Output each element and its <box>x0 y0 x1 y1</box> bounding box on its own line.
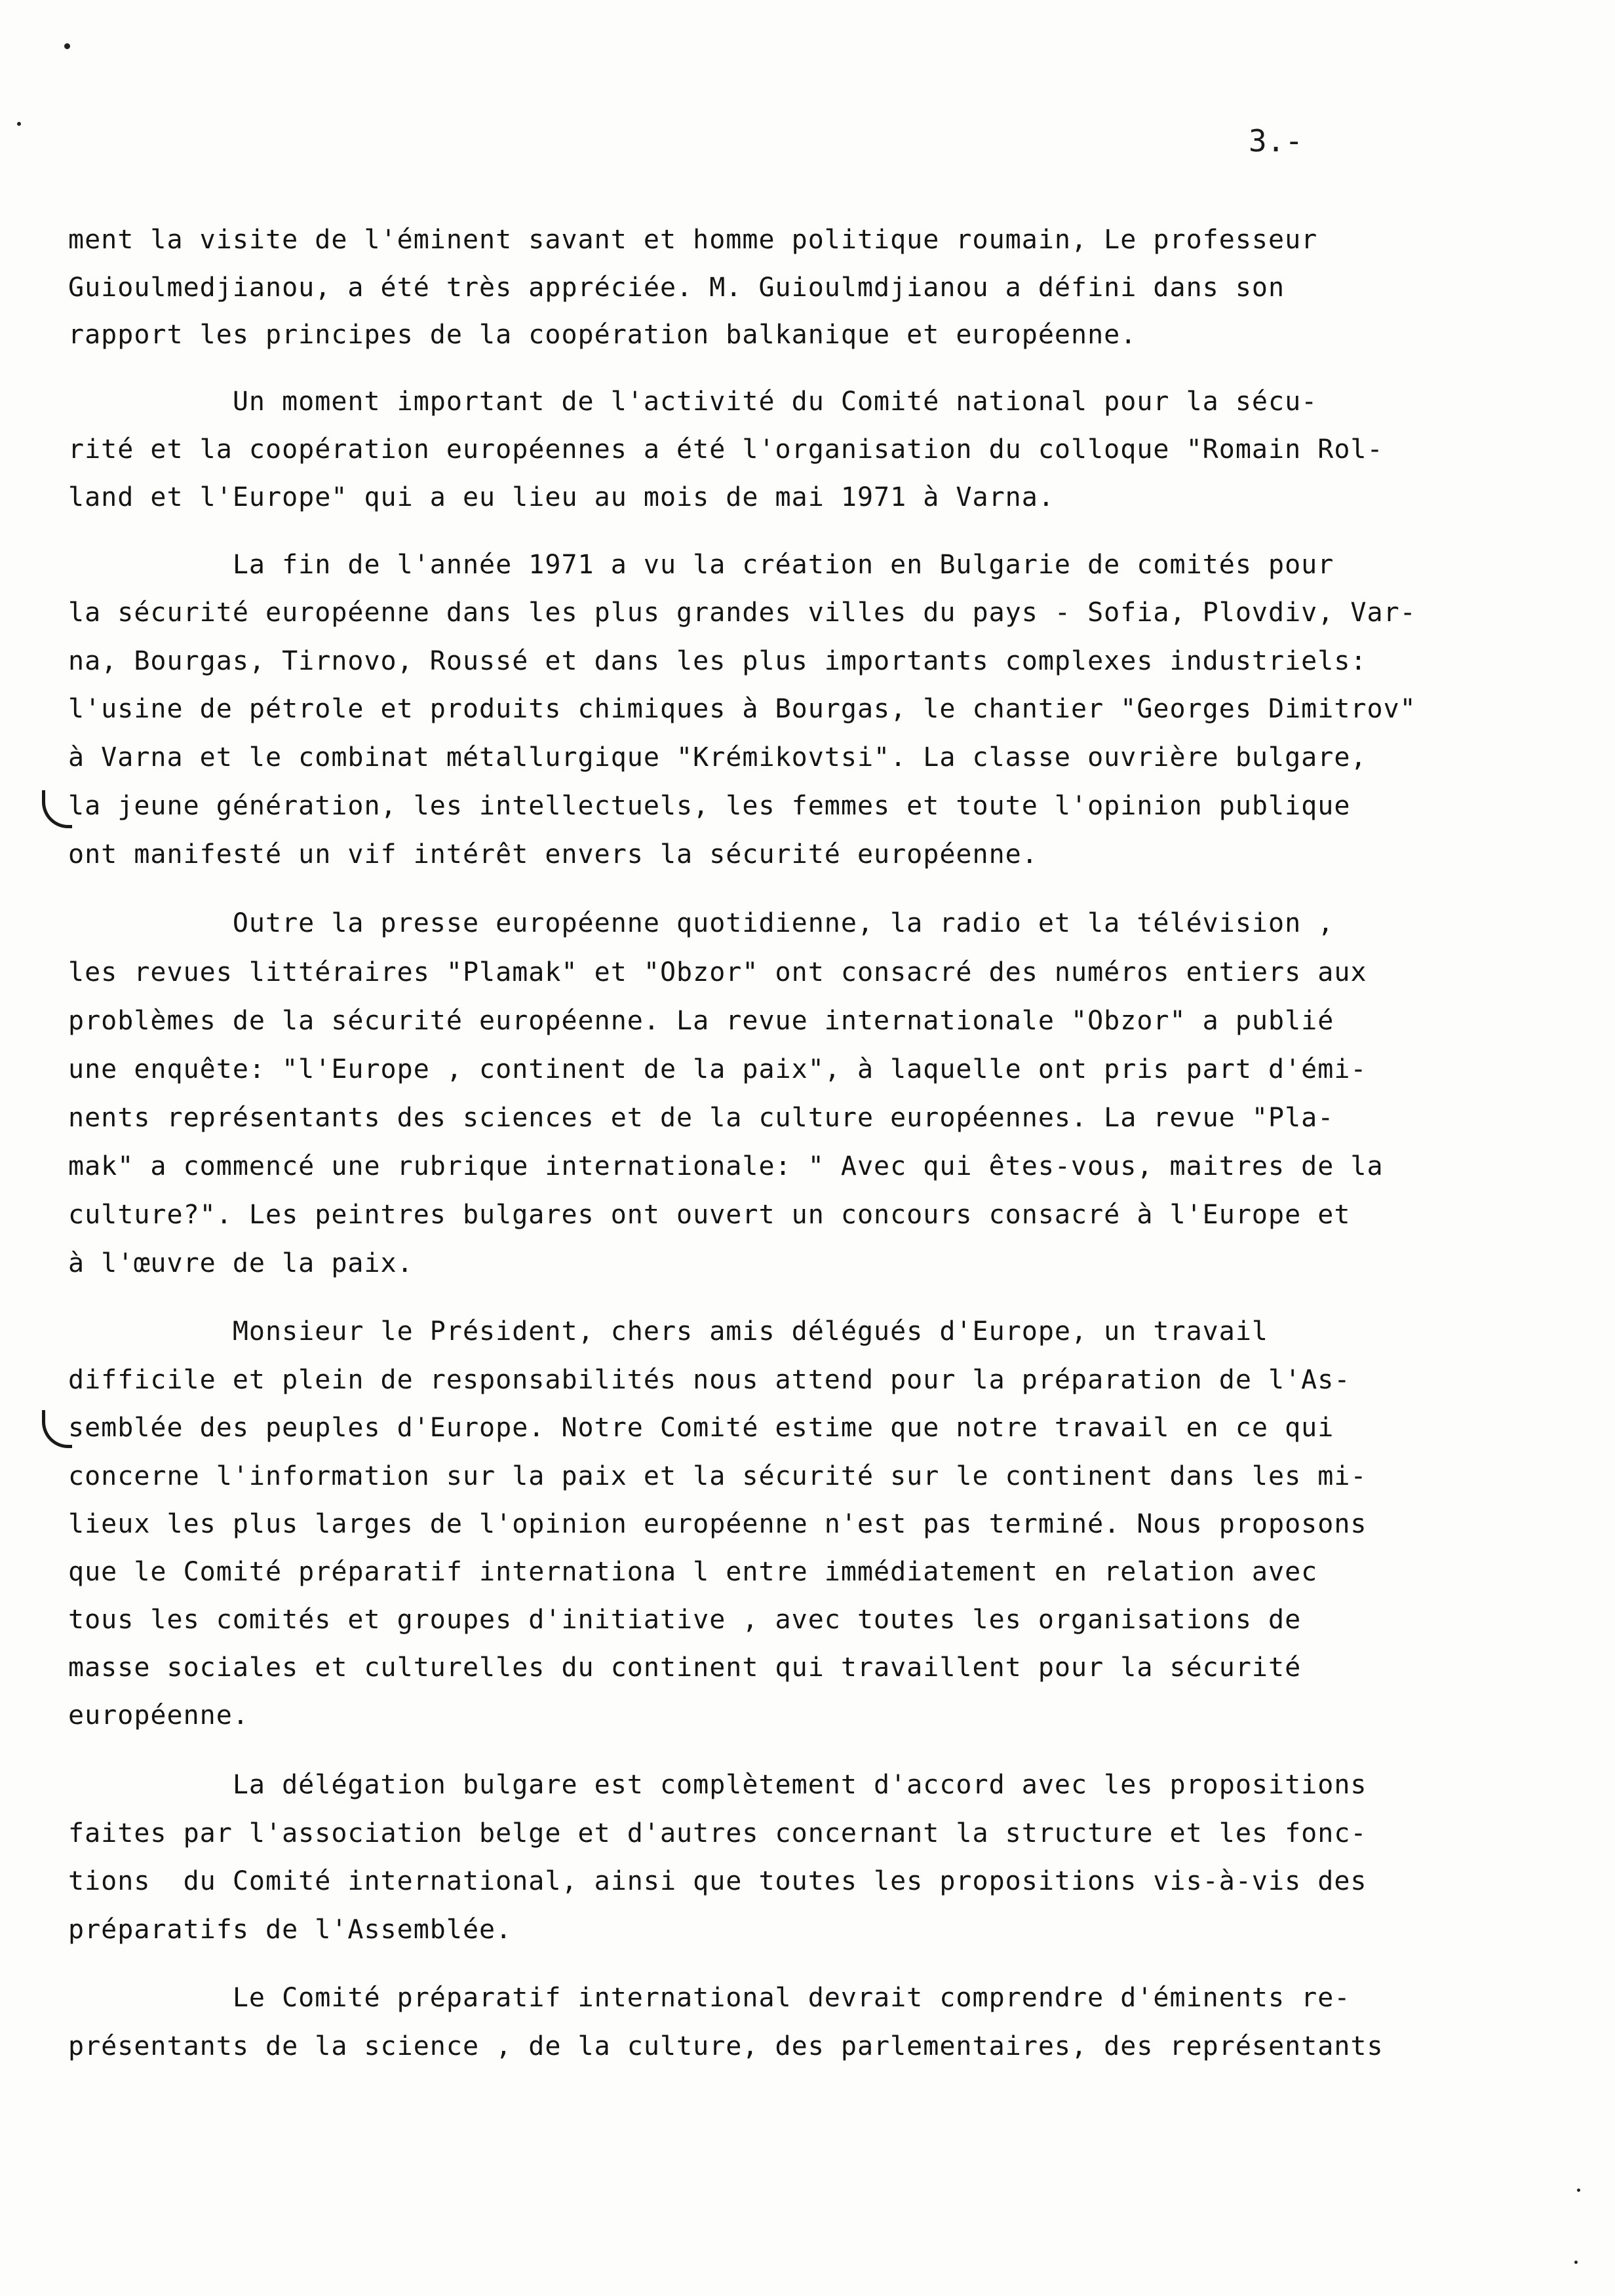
text-line: tions du Comité international, ainsi que toutes les propositions vis-à-vis des <box>68 1866 1367 1896</box>
text-line: land et l'Europe" qui a eu lieu au mois de mai 1971 à Varna. <box>68 482 1055 512</box>
text-line: mak" a commencé une rubrique internationale: " Avec qui êtes-vous, maitres de la <box>68 1151 1384 1181</box>
text-line: rité et la coopération européennes a été l'organisation du colloque "Romain Rol- <box>68 434 1384 465</box>
text-line: ment la visite de l'éminent savant et homme politique roumain, Le professeur <box>68 225 1318 255</box>
text-line: difficile et plein de responsabilités nous attend pour la préparation de l'As- <box>68 1365 1351 1395</box>
text-line: préparatifs de l'Assemblée. <box>68 1915 513 1945</box>
text-line: la jeune génération, les intellectuels, les femmes et toute l'opinion publique <box>68 791 1351 821</box>
text-line: semblée des peuples d'Europe. Notre Comité estime que notre travail en ce qui <box>68 1413 1334 1443</box>
text-line: l'usine de pétrole et produits chimiques à Bourgas, le chantier "Georges Dimitrov" <box>68 694 1416 724</box>
text-line: ont manifesté un vif intérêt envers la sécurité européenne. <box>68 839 1038 870</box>
text-line: masse sociales et culturelles du continent qui travaillent pour la sécurité <box>68 1653 1302 1683</box>
text-line: culture?". Les peintres bulgares ont ouvert un concours consacré à l'Europe et <box>68 1200 1351 1230</box>
text-line: que le Comité préparatif internationa l entre immédiatement en relation avec <box>68 1557 1318 1587</box>
text-line: faites par l'association belge et d'autres concernant la structure et les fonc- <box>68 1818 1367 1848</box>
ink-speck <box>17 122 21 126</box>
text-line: présentants de la science , de la culture, des parlementaires, des représentants <box>68 2031 1384 2061</box>
text-line: européenne. <box>68 1700 249 1731</box>
text-line: lieux les plus larges de l'opinion européenne n'est pas terminé. Nous proposons <box>68 1509 1367 1539</box>
text-line: à Varna et le combinat métallurgique "Krémikovtsi". La classe ouvrière bulgare, <box>68 742 1367 773</box>
ink-speck <box>64 43 70 49</box>
text-line: Guioulmedjianou, a été très appréciée. M. Guioulmdjianou a défini dans son <box>68 273 1285 303</box>
text-line: la sécurité européenne dans les plus grandes villes du pays - Sofia, Plovdiv, Var- <box>68 598 1416 628</box>
text-line: une enquête: "l'Europe , continent de la paix", à laquelle ont pris part d'émi- <box>68 1054 1367 1084</box>
text-line: La fin de l'année 1971 a vu la création en Bulgarie de comités pour <box>68 550 1334 580</box>
text-line: Le Comité préparatif international devrait comprendre d'éminents re- <box>68 1983 1351 2013</box>
text-line: rapport les principes de la coopération balkanique et européenne. <box>68 320 1137 350</box>
text-line: à l'œuvre de la paix. <box>68 1248 414 1278</box>
text-line: Un moment important de l'activité du Comité national pour la sécu- <box>68 387 1318 417</box>
text-line: La délégation bulgare est complètement d'accord avec les propositions <box>68 1770 1367 1800</box>
text-line: na, Bourgas, Tirnovo, Roussé et dans les plus importants complexes industriels: <box>68 646 1367 676</box>
text-line: Monsieur le Président, chers amis délégués d'Europe, un travail <box>68 1316 1268 1347</box>
text-line: les revues littéraires "Plamak" et "Obzor" ont consacré des numéros entiers aux <box>68 957 1367 987</box>
ink-speck <box>1574 2261 1578 2264</box>
text-line: concerne l'information sur la paix et la sécurité sur le continent dans les mi- <box>68 1461 1367 1491</box>
ink-speck <box>1577 2189 1580 2192</box>
text-line: nents représentants des sciences et de la culture européennes. La revue "Pla- <box>68 1103 1334 1133</box>
text-line: tous les comités et groupes d'initiative , avec toutes les organisations de <box>68 1605 1302 1635</box>
page-number: 3.- <box>1249 123 1304 159</box>
text-line: Outre la presse européenne quotidienne, la radio et la télévision , <box>68 908 1334 938</box>
text-line: problèmes de la sécurité européenne. La revue internationale "Obzor" a publié <box>68 1006 1334 1036</box>
